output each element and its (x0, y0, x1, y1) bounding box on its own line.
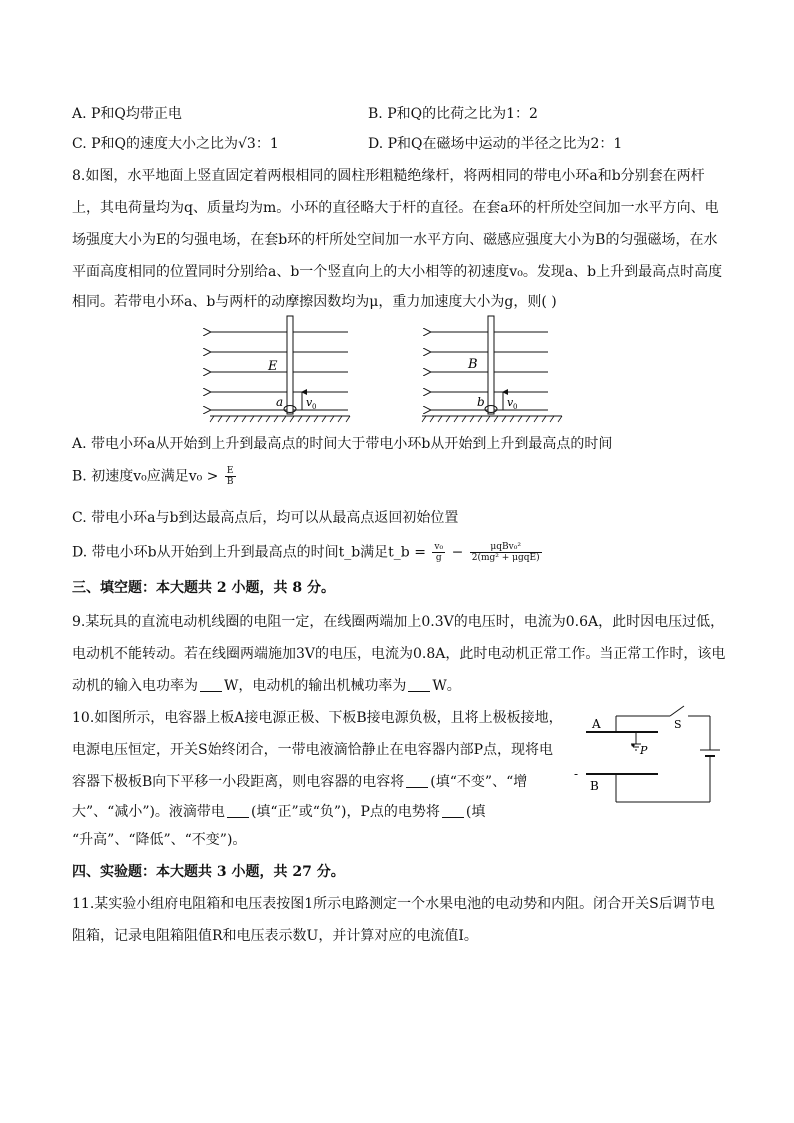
q8-figure (200, 312, 580, 424)
q8-stem-line-3: 场强度大小为E的匀强电场，在套b环的杆所处空间加一水平方向、磁感应强度大小为B的匀强磁场，在水 (72, 232, 718, 248)
plate-b-label: B (590, 779, 599, 793)
q10-line-4-part-c: (填 (465, 804, 486, 820)
droplet-p (631, 743, 634, 746)
switch-s (670, 706, 684, 716)
q7-option-d: D. P和Q在磁场中运动的半径之比为2：1 (368, 136, 623, 152)
left-rod (287, 316, 293, 414)
q7-option-c: C. P和Q的速度大小之比为√3：1 (72, 136, 279, 152)
q9-line-1: 9.某玩具的直流电动机线圈的电阻一定，在线圈两端加上0.3V的电压时，电流为0.6A，此时因电压过低， (72, 614, 725, 630)
q10-line-4-part-b: (填“正”或“负”)，P点的电势将 (250, 804, 440, 820)
q8-stem-line-1: 8.如图，水平地面上竖直固定着两根相同的圆柱形粗糙绝缘杆，将两相同的带电小环a和b分别套在两杆 (72, 168, 705, 184)
fraction-e-over-b (225, 466, 236, 487)
minus-sign: − (451, 544, 464, 561)
answer-blank[interactable] (408, 677, 430, 692)
field-e-label: E (268, 359, 278, 374)
q10-line-1: 10.如图所示，电容器上板A接电源正极、下板B接电源负极，且将上极板接地， (72, 710, 563, 726)
right-ground-hatch (422, 416, 562, 422)
q8-option-b-text: B. 初速度v₀应满足v₀ > (72, 468, 219, 485)
q10-line-3 (72, 772, 527, 792)
q10-line-3-part-b: (填“不变”、“增 (430, 774, 528, 790)
v0-sub-a: 0 (312, 403, 317, 411)
v0-label-a: v (306, 396, 313, 409)
answer-blank[interactable] (406, 773, 428, 788)
q11-line-2: 阻箱，记录电阻箱阻值R和电压表示数U，并计算对应的电流值I。 (72, 928, 478, 944)
field-b-label: B (468, 357, 478, 372)
q9-line-3 (72, 676, 461, 696)
fraction-numerator: E (225, 466, 236, 477)
minus-label: - (574, 767, 579, 781)
section-4-heading: 四、实验题：本大题共 3 小题，共 27 分。 (72, 864, 345, 880)
q8-option-d-text: D. 带电小环b从开始到上升到最高点的时间t_b满足t_b = (72, 544, 426, 561)
q7-option-b: B. P和Q的比荷之比为1：2 (368, 106, 538, 122)
right-rod (488, 316, 494, 414)
section-3-heading: 三、填空题：本大题共 2 小题，共 8 分。 (72, 580, 335, 596)
v0-sub-b: 0 (513, 403, 518, 411)
plate-a-label: A (592, 717, 601, 731)
q9-line-3-part-c: W。 (432, 678, 461, 694)
left-ground-hatch (210, 416, 350, 422)
fraction-v0-over-g (432, 542, 445, 563)
q8-stem-line-4: 平面高度相同的位置同时分别给a、b一个竖直向上的大小相等的初速度v₀。发现a、b上升到最高点时高度 (72, 264, 723, 280)
q7-option-a: A. P和Q均带正电 (72, 106, 182, 122)
q8-option-c: C. 带电小环a与b到达最高点后，均可以从最高点返回初始位置 (72, 510, 459, 526)
point-p-label: P (640, 744, 648, 757)
v0-label-b: v (507, 396, 514, 409)
q9-line-3-part-a: 动机的输入电功率为 (72, 678, 198, 694)
q8-stem-line-2: 上，其电荷量均为q、质量均为m。小环的直径略大于杆的直径。在套a环的杆所处空间加一水平方向、电 (72, 200, 719, 216)
q9-line-2: 电动机不能转动。若在线圈两端施加3V的电压，电流为0.8A，此时电动机正常工作。当正常工作时，该电 (72, 646, 726, 662)
q10-line-5: “升高”、“降低”、“不变”)。 (72, 832, 247, 848)
fraction-denominator: 2(mg² + μgqE) (471, 553, 540, 563)
answer-blank[interactable] (200, 677, 222, 692)
q8-stem-line-5: 相同。若带电小环a、b与两杆的动摩擦因数均为μ，重力加速度大小为g，则( ) (72, 294, 557, 310)
answer-blank[interactable] (442, 803, 464, 818)
q8-option-b (72, 466, 238, 487)
q8-option-a: A. 带电小环a从开始到上升到最高点的时间大于带电小环b从开始到上升到最高点的时间 (72, 436, 613, 452)
q11-line-1: 11.某实验小组府电阻箱和电压表按图1所示电路测定一个水果电池的电动势和内阻。闭合开关S后调节电 (72, 896, 715, 912)
answer-blank[interactable] (227, 803, 249, 818)
q10-line-4-part-a: 大”、“减小”)。液滴带电 (72, 804, 225, 820)
fraction-numerator: v₀ (434, 542, 444, 552)
fraction-denominator: g (435, 553, 442, 563)
switch-label: S (674, 718, 682, 731)
ring-a-label: a (276, 395, 284, 409)
q9-line-3-part-b: W，电动机的输出机械功率为 (224, 678, 407, 694)
ring-b-label: b (477, 395, 485, 409)
fraction-denominator: B (226, 477, 234, 487)
q10-line-4 (72, 802, 485, 822)
fraction-numerator: μqBv₀² (470, 542, 542, 553)
q8-option-d (72, 542, 544, 563)
q10-line-3-part-a: 容器下极板B向下平移一小段距离，则电容器的电容将 (72, 774, 405, 790)
q10-line-2: 电源电压恒定，开关S始终闭合，一带电液滴恰静止在电容器内部P点，现将电 (72, 742, 554, 758)
q10-capacitor-circuit (570, 704, 720, 808)
fraction-friction-term (470, 542, 542, 563)
